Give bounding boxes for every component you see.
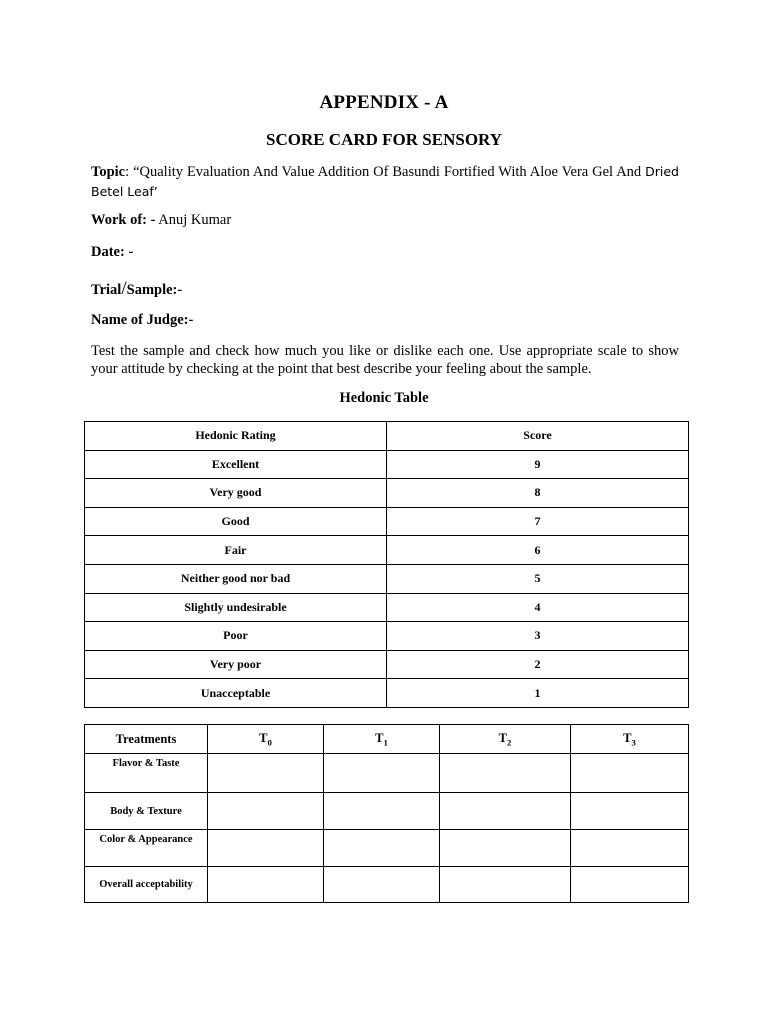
treatment-row <box>85 793 689 830</box>
rating-cell: Excellent <box>85 450 387 479</box>
hedonic-row <box>85 479 689 508</box>
score-cell: 7 <box>387 507 689 536</box>
hedonic-header-row <box>85 422 689 451</box>
treatments-header-row <box>85 725 689 754</box>
treatment-row <box>85 867 689 903</box>
attribute-label: Flavor & Taste <box>85 754 208 793</box>
score-entry-cell[interactable] <box>571 867 689 903</box>
score-cell: 5 <box>387 564 689 593</box>
work-of-value: Anuj Kumar <box>155 212 232 228</box>
hedonic-row <box>85 450 689 479</box>
hedonic-row <box>85 507 689 536</box>
hedonic-row <box>85 536 689 565</box>
work-of-line <box>91 212 231 229</box>
sample-label: Sample:- <box>126 282 183 298</box>
hedonic-rating-header: Hedonic Rating <box>85 422 387 451</box>
treatment-t2-header: $T_2$ <box>440 725 571 754</box>
score-entry-cell[interactable] <box>324 793 440 830</box>
score-entry-cell[interactable] <box>324 867 440 903</box>
treatments-table <box>84 724 689 903</box>
score-entry-cell[interactable] <box>208 830 324 867</box>
score-entry-cell[interactable] <box>440 793 571 830</box>
judge-label: Name of Judge:- <box>91 312 194 328</box>
score-entry-cell[interactable] <box>208 793 324 830</box>
score-cell: 8 <box>387 479 689 508</box>
score-entry-cell[interactable] <box>324 830 440 867</box>
rating-cell: Very good <box>85 479 387 508</box>
topic-label: Topic <box>91 164 126 180</box>
hedonic-table-caption: Hedonic Table <box>339 390 429 406</box>
score-entry-cell[interactable] <box>571 754 689 793</box>
rating-cell: Poor <box>85 622 387 651</box>
score-entry-cell[interactable] <box>208 754 324 793</box>
date-line <box>91 244 133 261</box>
work-of-label: Work of: - <box>91 212 156 228</box>
rating-cell: Good <box>85 507 387 536</box>
appendix-title: APPENDIX - A <box>319 92 449 113</box>
score-cell: 6 <box>387 536 689 565</box>
attribute-label: Color & Appearance <box>85 830 208 867</box>
treatment-row <box>85 830 689 867</box>
score-cell: 4 <box>387 593 689 622</box>
score-entry-cell[interactable] <box>571 830 689 867</box>
rating-cell: Unacceptable <box>85 679 387 708</box>
instructions-paragraph: Test the sample and check how much you like or dislike each one. Use appropriate scale to show your attitude by checking at the point that best describe your feeling about the sample. <box>91 343 679 377</box>
score-entry-cell[interactable] <box>324 754 440 793</box>
score-entry-cell[interactable] <box>208 867 324 903</box>
hedonic-row <box>85 679 689 708</box>
score-entry-cell[interactable] <box>440 830 571 867</box>
treatment-t3-header: $T_3$ <box>571 725 689 754</box>
score-entry-cell[interactable] <box>440 867 571 903</box>
treatments-header: Treatments <box>85 725 208 754</box>
topic-text-tail: Dried Betel Leaf’ <box>91 164 679 199</box>
treatment-t0-header: $T_0$ <box>208 725 324 754</box>
topic-text: : “Quality Evaluation And Value Addition Of Basundi Fortified With Aloe Vera Gel And <box>125 164 646 180</box>
score-cell: 2 <box>387 650 689 679</box>
judge-line <box>91 312 193 329</box>
rating-cell: Slightly undesirable <box>85 593 387 622</box>
attribute-label: Body & Texture <box>85 793 208 830</box>
trial-label: Trial <box>91 282 122 298</box>
treatment-row <box>85 754 689 793</box>
score-entry-cell[interactable] <box>440 754 571 793</box>
score-card-title: SCORE CARD FOR SENSORY <box>265 130 503 149</box>
rating-cell: Neither good nor bad <box>85 564 387 593</box>
score-cell: 3 <box>387 622 689 651</box>
score-cell: 1 <box>387 679 689 708</box>
trial-slash: / <box>121 278 127 299</box>
treatment-t1-header: $T_1$ <box>324 725 440 754</box>
score-cell: 9 <box>387 450 689 479</box>
rating-cell: Fair <box>85 536 387 565</box>
hedonic-table <box>84 421 689 708</box>
topic-paragraph <box>91 162 679 202</box>
date-label: Date: - <box>91 244 134 260</box>
rating-cell: Very poor <box>85 650 387 679</box>
score-entry-cell[interactable] <box>571 793 689 830</box>
trial-sample-line <box>91 278 182 300</box>
score-header: Score <box>387 422 689 451</box>
hedonic-row <box>85 650 689 679</box>
hedonic-row <box>85 564 689 593</box>
attribute-label: Overall acceptability <box>85 867 208 903</box>
hedonic-row <box>85 622 689 651</box>
hedonic-row <box>85 593 689 622</box>
